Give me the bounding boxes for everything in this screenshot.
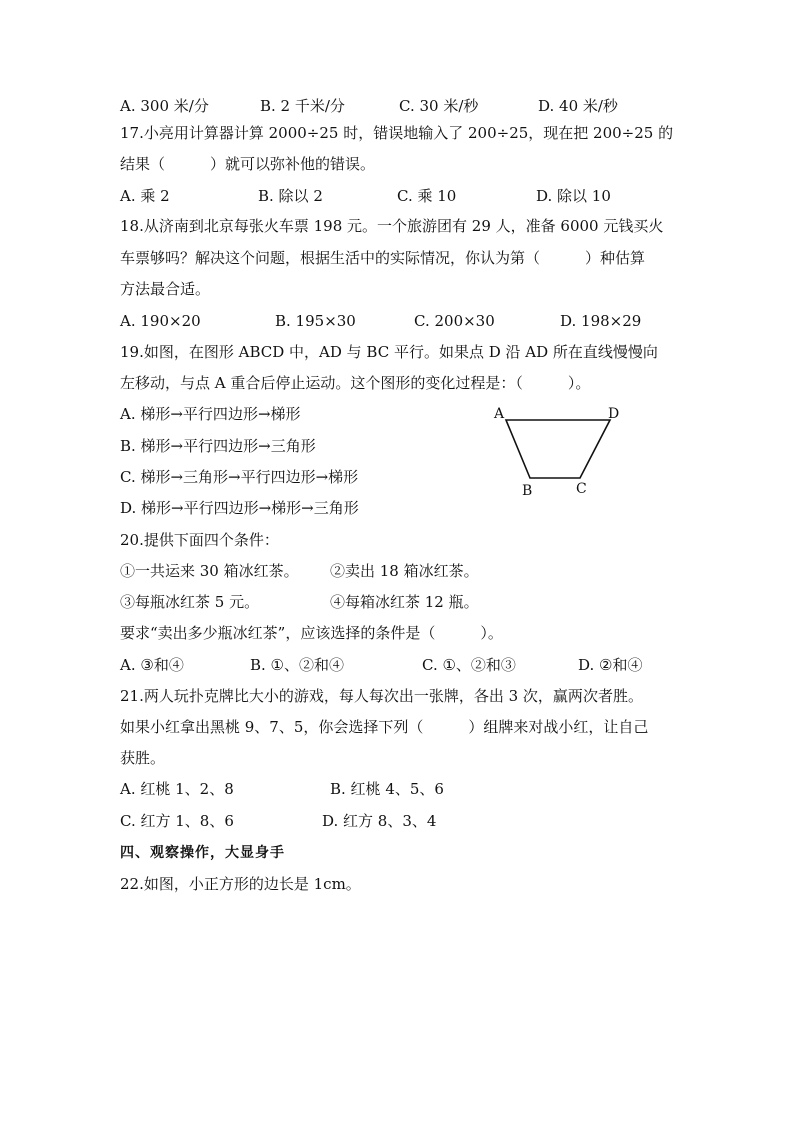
section-4-heading: 四、观察操作，大显身手 [120, 845, 285, 861]
q20-condition-4: ④每箱冰红茶 12 瓶。 [330, 593, 479, 611]
q16-option-c: C. 30 米/秒 [399, 97, 479, 115]
q20-option-d: D. ②和④ [578, 656, 643, 674]
q19-option-c: C. 梯形→三角形→平行四边形→梯形 [120, 468, 359, 486]
q20-option-c: C. ①、②和③ [422, 656, 516, 674]
vertex-label-d: D [608, 406, 620, 422]
q17-option-d: D. 除以 10 [536, 187, 611, 205]
vertex-label-a: A [494, 406, 505, 422]
q19-option-a: A. 梯形→平行四边形→梯形 [120, 405, 301, 423]
q21-text-line3: 获胜。 [120, 749, 166, 767]
q21-option-a: A. 红桃 1、2、8 [120, 780, 234, 798]
q20-condition-1: ①一共运来 30 箱冰红茶。 [120, 562, 299, 580]
q16-option-d: D. 40 米/秒 [538, 97, 618, 115]
q21-option-c: C. 红方 1、8、6 [120, 812, 234, 830]
vertex-label-c: C [576, 481, 587, 497]
q17-option-c: C. 乘 10 [397, 187, 457, 205]
q19-text-line2: 左移动，与点 A 重合后停止运动。这个图形的变化过程是：（ ）。 [120, 374, 591, 392]
q21-text-line1: 21.两人玩扑克牌比大小的游戏，每人每次出一张牌，各出 3 次，赢两次者胜。 [120, 687, 643, 705]
trapezoid-abcd-shape [506, 420, 610, 478]
q22-text-line1: 22.如图，小正方形的边长是 1cm。 [120, 875, 361, 893]
q19-text-line1: 19.如图，在图形 ABCD 中，AD 与 BC 平行。如果点 D 沿 AD 所在直线慢慢向 [120, 343, 658, 361]
q18-text-line2: 车票够吗？解决这个问题，根据生活中的实际情况，你认为第（ ）种估算 [120, 249, 646, 267]
q18-option-c: C. 200×30 [414, 312, 495, 330]
trapezoid-figure [484, 398, 634, 502]
q21-option-d: D. 红方 8、3、4 [322, 812, 437, 830]
q18-text-line1: 18.从济南到北京每张火车票 198 元。一个旅游团有 29 人，准备 6000 元钱买火 [120, 217, 664, 235]
vertex-label-b: B [522, 483, 533, 499]
q19-option-d: D. 梯形→平行四边形→梯形→三角形 [120, 499, 359, 517]
q16-option-a: A. 300 米/分 [120, 97, 209, 115]
q16-option-b: B. 2 千米/分 [260, 97, 345, 115]
q21-text-line2: 如果小红拿出黑桃 9、7、5，你会选择下列（ ）组牌来对战小红，让自己 [120, 718, 649, 736]
q19-option-b: B. 梯形→平行四边形→三角形 [120, 437, 316, 455]
q17-option-b: B. 除以 2 [258, 187, 323, 205]
q18-option-a: A. 190×20 [120, 312, 201, 330]
q17-option-a: A. 乘 2 [120, 187, 170, 205]
q18-option-b: B. 195×30 [275, 312, 356, 330]
q18-text-line3: 方法最合适。 [120, 280, 211, 298]
q20-text-line1: 20.提供下面四个条件： [120, 531, 279, 549]
q20-condition-2: ②卖出 18 箱冰红茶。 [330, 562, 479, 580]
q20-option-a: A. ③和④ [120, 656, 184, 674]
q20-text-ask: 要求“卖出多少瓶冰红茶”，应该选择的条件是（ ）。 [120, 624, 503, 642]
q18-option-d: D. 198×29 [560, 312, 642, 330]
q21-option-b: B. 红桃 4、5、6 [330, 780, 444, 798]
q20-option-b: B. ①、②和④ [250, 656, 345, 674]
q17-text-line1: 17.小亮用计算器计算 2000÷25 时，错误地输入了 200÷25，现在把 200÷25 的 [120, 124, 674, 142]
q17-text-line2: 结果（ ）就可以弥补他的错误。 [120, 155, 376, 173]
q20-condition-3: ③每瓶冰红茶 5 元。 [120, 593, 260, 611]
